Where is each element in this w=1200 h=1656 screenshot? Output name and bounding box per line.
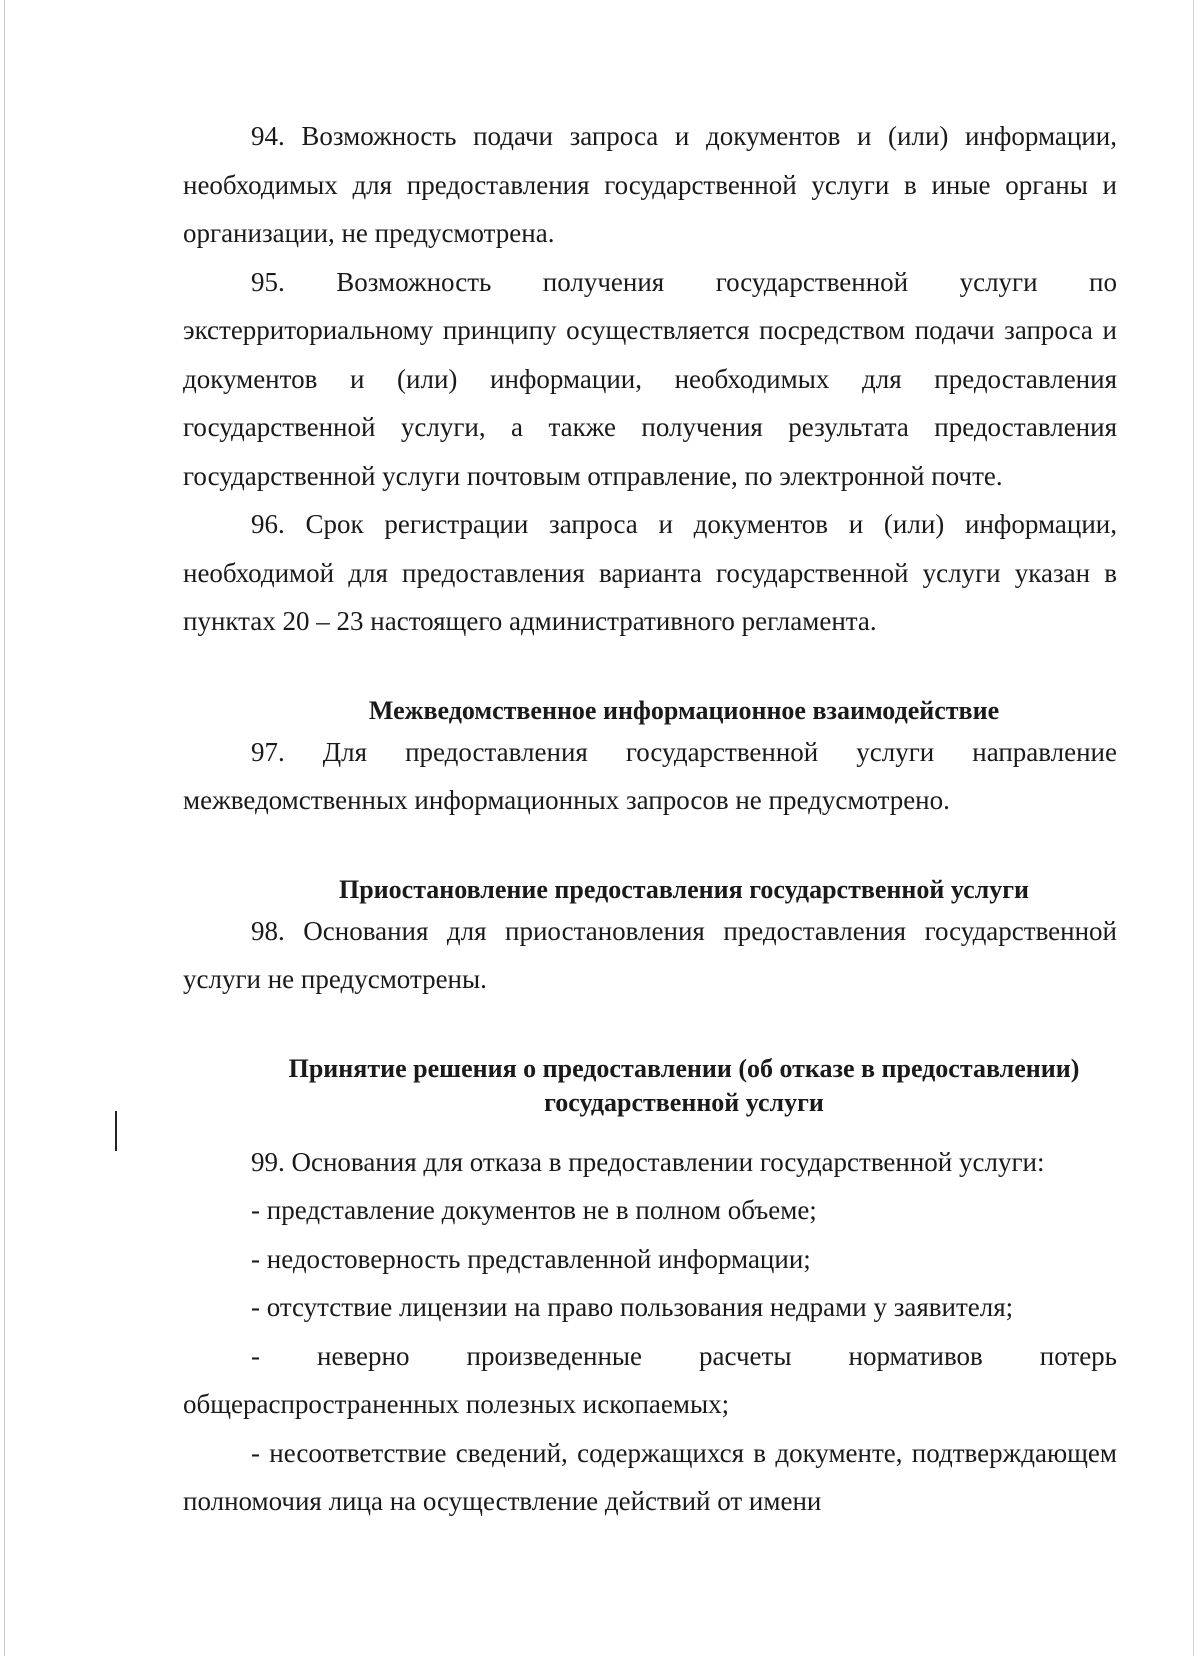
paragraph-97: 97. Для предоставления государственной услуги направление межведомственных информационных запросов не предусмотрено.: [183, 736, 1117, 815]
heading-decision: [183, 1052, 1117, 1120]
scan-right-edge: [1193, 0, 1194, 1656]
paragraph-96: 96. Срок регистрации запроса и документов и (или) информации, необходимой для предоставления варианта государственной услуги указан в пунктах 20 – 23 настоящего административного регламента.: [183, 509, 1117, 636]
margin-change-bar: [115, 1111, 117, 1151]
paragraph-95: 95. Возможность получения государственной услуги по экстерриториальному принципу осуществляется посредством подачи запроса и документов и (или) информации, необходимых для предоставления государственной услуги, а также получения результата предоставления государственной услуги почтовым отправление, по электронной почте.: [183, 266, 1117, 491]
refusal-ground-item: - отсутствие лицензии на право пользования недрами у заявителя;: [251, 1292, 1014, 1322]
refusal-ground-item: - недостоверность представленной информации;: [251, 1243, 811, 1274]
heading-suspension: Приостановление предоставления государственной услуги: [338, 874, 1029, 904]
paragraph-98: 98. Основания для приостановления предоставления государственной услуги не предусмотрены.: [183, 915, 1117, 994]
paragraph-99: 99. Основания для отказа в предоставлении государственной услуги:: [251, 1146, 1045, 1177]
heading-decision-line2: государственной услуги: [544, 1087, 824, 1117]
heading-decision-line1: Принятие решения о предоставлении (об отказе в предоставлении): [288, 1053, 1080, 1083]
document-page: [183, 112, 1117, 1526]
scan-left-edge: [4, 0, 5, 1656]
refusal-ground-item: - представление документов не в полном объеме;: [251, 1195, 817, 1225]
refusal-ground-item: - несоответствие сведений, содержащихся в документе, подтверждающем полномочия лица на осуществление действий от имени: [183, 1437, 1117, 1516]
paragraph-94: 94. Возможность подачи запроса и документов и (или) информации, необходимых для предоставления государственной услуги в иные органы и организации, не предусмотрена.: [183, 121, 1117, 248]
refusal-ground-item: - неверно произведенные расчеты нормативов потерь общераспространенных полезных ископаемых;: [183, 1340, 1117, 1419]
heading-interagency: Межведомственное информационное взаимодействие: [368, 695, 1000, 725]
